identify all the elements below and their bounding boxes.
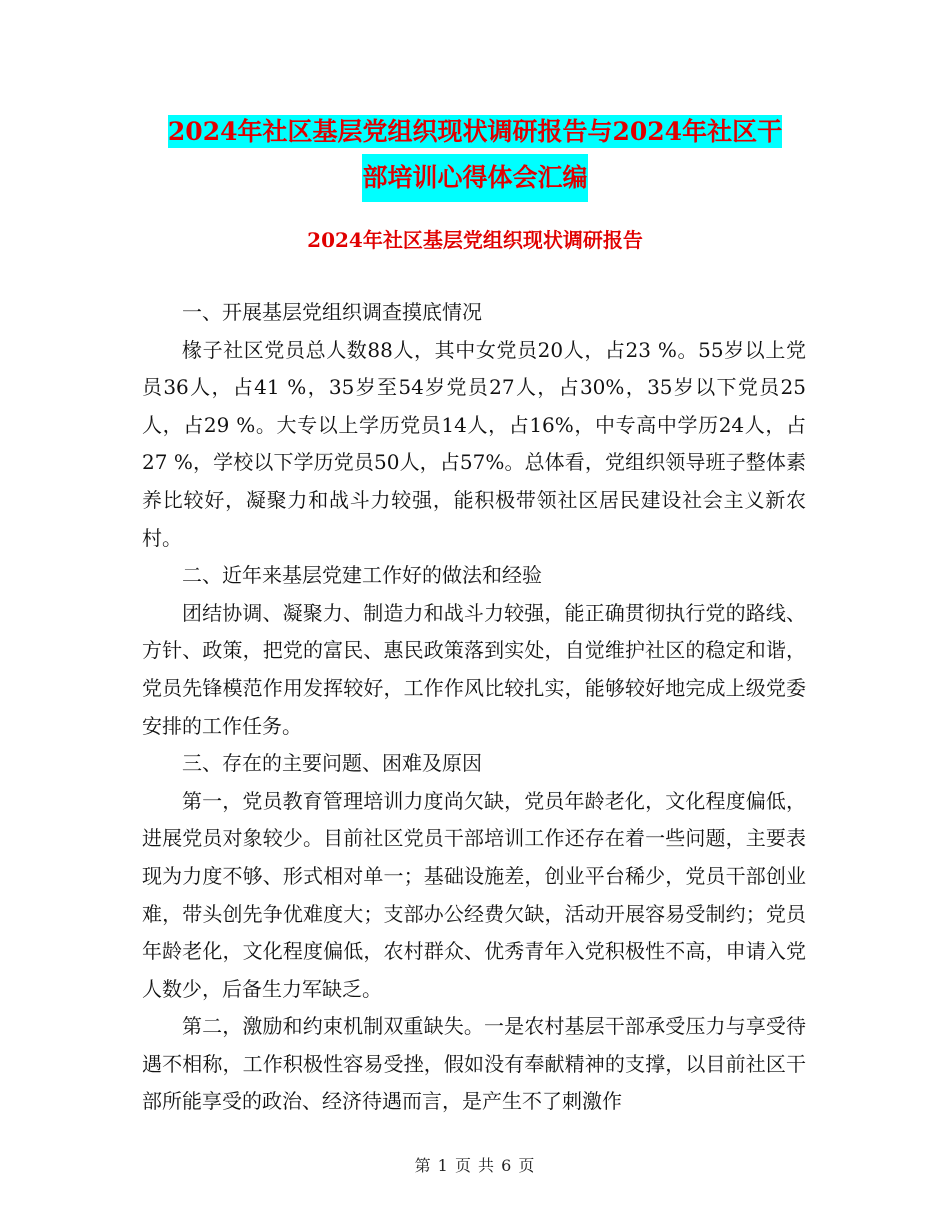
paragraph-heading-2: 二、近年来基层党建工作好的做法和经验 (182, 563, 542, 588)
document-body (142, 294, 806, 1121)
paragraph: 椽子社区党员总人数88人，其中女党员20人，占23 %。55岁以上党员36人，占41 %，35岁至54岁党员27人，占30%，35岁以下党员25人，占29 %。大专以上学历党员14人，占16%，中专高中学历24人，占27 %，学校以下学历党员50人，占57%。总体看，党组织领导班子整体素养比较好，凝聚力和战斗力较强，能积极带领社区居民建设社会主义新农村。 (142, 337, 806, 550)
paragraph-heading-1: 一、开展基层党组织调查摸底情况 (182, 300, 482, 324)
paragraph: 第二，激励和约束机制双重缺失。一是农村基层干部承受压力与享受待遇不相称，工作积极性容易受挫，假如没有奉献精神的支撑，以目前社区干部所能享受的政治、经济待遇而言，是产生不了刺激作 (142, 1014, 806, 1114)
section-title: 2024年社区基层党组织现状调研报告 (307, 228, 643, 252)
paragraph: 团结协调、凝聚力、制造力和战斗力较强，能正确贯彻执行党的路线、方针、政策，把党的富民、惠民政策落到实处，自觉维护社区的稳定和谐，党员先锋模范作用发挥较好，工作作风比较扎实，能够较好地完成上级党委安排的工作任务。 (142, 600, 806, 738)
paragraph-heading-3: 三、存在的主要问题、困难及原因 (182, 751, 482, 776)
page-number-footer: 第 1 页 共 6 页 (414, 1156, 536, 1175)
paragraph: 第一，党员教育管理培训力度尚欠缺，党员年龄老化，文化程度偏低，进展党员对象较少。目前社区党员干部培训工作还存在着一些问题，主要表现为力度不够、形式相对单一；基础设施差，创业平台稀少，党员干部创业难，带头创先争优难度大；支部办公经费欠缺，活动开展容易受制约；党员年龄老化，文化程度偏低，农村群众、优秀青年入党积极性不高，申请入党人数少，后备生力军缺乏。 (142, 788, 806, 1001)
title-line-1: 2024年社区基层党组织现状调研报告与2024年社区干 (167, 117, 783, 146)
title-line-2: 部培训心得体会汇编 (362, 154, 587, 202)
document-title (0, 110, 950, 202)
